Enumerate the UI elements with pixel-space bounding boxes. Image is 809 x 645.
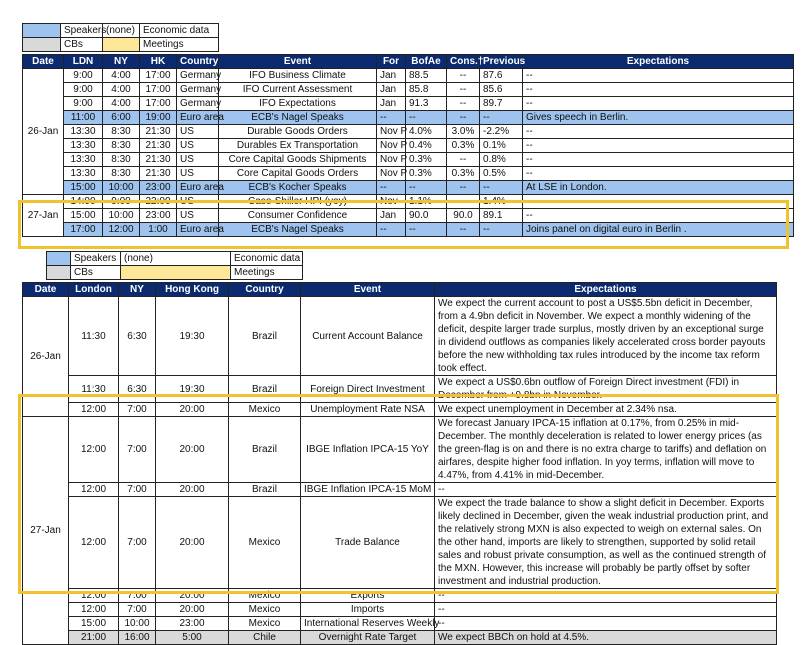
hk-time-cell: 23:00 [140,181,177,195]
bofa-estimate-cell: 1.1% [406,195,447,209]
period-cell: Nov P [377,125,406,139]
legend-cell: Economic data [231,252,303,266]
legend-row [47,252,303,266]
expectations-cell: -- [435,603,777,617]
date-cell: 26-Jan [23,69,64,195]
bofa-estimate-cell: 0.4% [406,139,447,153]
table-row [23,83,794,97]
country-cell: Germany [177,69,219,83]
consensus-cell: -- [447,223,480,237]
expectations-cell: At LSE in London. [523,181,794,195]
hk-time-cell: 20:00 [156,603,229,617]
column-header: Expectations [523,55,794,69]
column-header: London [69,283,119,297]
column-header: Cons.† [447,55,480,69]
expectations-cell: -- [523,209,794,223]
column-header: Country [177,55,219,69]
expectations-cell: Joins panel on digital euro in Berlin . [523,223,794,237]
hk-time-cell: 17:00 [140,69,177,83]
ny-time-cell: 7:00 [119,497,156,589]
legend-cell: CBs [71,266,121,280]
top-calendar-table [22,54,794,237]
ny-time-cell: 6:00 [103,111,140,125]
hk-time-cell: 20:00 [156,483,229,497]
ldn-time-cell: 13:30 [64,167,103,181]
event-cell: IFO Expectations [219,97,377,111]
hk-time-cell: 23:00 [156,617,229,631]
previous-cell: 89.7 [480,97,523,111]
legend-cell: Speakers [71,252,121,266]
table-row [23,631,777,645]
bofa-estimate-cell: -- [406,181,447,195]
table-row [23,139,794,153]
hk-time-cell: 5:00 [156,631,229,645]
event-cell: IFO Current Assessment [219,83,377,97]
ny-time-cell: 7:00 [119,589,156,603]
expectations-cell: -- [523,69,794,83]
top-header-row [23,55,794,69]
ldn-time-cell: 9:00 [64,83,103,97]
country-cell: Germany [177,97,219,111]
column-header: BofAe [406,55,447,69]
previous-cell: 0.5% [480,167,523,181]
hk-time-cell: 21:30 [140,125,177,139]
previous-cell: 0.1% [480,139,523,153]
table-row [23,589,777,603]
column-header: LDN [64,55,103,69]
top-legend [22,23,219,52]
column-header: Date [23,283,69,297]
country-cell: Mexico [229,617,301,631]
event-cell: Trade Balance [301,497,435,589]
table-row [23,195,794,209]
london-time-cell: 15:00 [69,617,119,631]
period-cell: -- [377,223,406,237]
period-cell: Jan [377,83,406,97]
event-cell: Imports [301,603,435,617]
bofa-estimate-cell: 85.8 [406,83,447,97]
consensus-cell: -- [447,181,480,195]
bofa-estimate-cell: 0.3% [406,153,447,167]
consensus-cell: -- [447,69,480,83]
legend-cell: CBs [61,38,103,52]
hk-time-cell: 19:00 [140,111,177,125]
table-row [23,417,777,483]
period-cell: Nov P [377,167,406,181]
ldn-time-cell: 13:30 [64,153,103,167]
table-row [23,497,777,589]
consensus-cell: -- [447,97,480,111]
london-time-cell: 12:00 [69,417,119,483]
table-row [23,483,777,497]
expectations-cell: -- [523,153,794,167]
country-cell: Germany [177,83,219,97]
table-row [23,125,794,139]
ny-time-cell: 8:30 [103,153,140,167]
ny-time-cell: 4:00 [103,83,140,97]
ny-time-cell: 8:30 [103,139,140,153]
event-cell: IBGE Inflation IPCA-15 MoM [301,483,435,497]
event-cell: ECB's Kocher Speaks [219,181,377,195]
legend-cell [23,38,61,52]
london-time-cell: 12:00 [69,589,119,603]
country-cell: US [177,195,219,209]
column-header: For [377,55,406,69]
country-cell: Chile [229,631,301,645]
bottom-legend [46,251,303,280]
legend-cell: (none) [103,24,140,38]
date-cell: 27-Jan [23,195,64,237]
country-cell: US [177,153,219,167]
expectations-cell: -- [435,483,777,497]
ny-time-cell: 4:00 [103,69,140,83]
table-row [23,617,777,631]
hk-time-cell: 22:00 [140,195,177,209]
expectations-cell: We expect the trade balance to show a slight deficit in December. Exports likely declined in December, given the weak industrial production print, and the relatively strong MXN is also expected to weigh on external sales. On the other hand, imports are likely to strengthen, supported by solid retail sales and robust private consumption, as well as the continued strength of the MXN. However, this increase will probably be partly offset by softer investment and industrial production. [435,497,777,589]
bofa-estimate-cell: 88.5 [406,69,447,83]
event-cell: ECB's Nagel Speaks [219,111,377,125]
country-cell: Mexico [229,497,301,589]
ldn-time-cell: 9:00 [64,97,103,111]
table-row [23,181,794,195]
hk-time-cell: 17:00 [140,83,177,97]
previous-cell: 85.6 [480,83,523,97]
column-header: NY [103,55,140,69]
event-cell: IFO Business Climate [219,69,377,83]
previous-cell: 87.6 [480,69,523,83]
expectations-cell: -- [523,195,794,209]
hk-time-cell: 21:30 [140,167,177,181]
ldn-time-cell: 15:00 [64,209,103,223]
event-cell: Consumer Confidence [219,209,377,223]
previous-cell: 89.1 [480,209,523,223]
bofa-estimate-cell: 0.3% [406,167,447,181]
event-cell: Unemployment Rate NSA [301,403,435,417]
bofa-estimate-cell: -- [406,111,447,125]
table-row [23,209,794,223]
expectations-cell: We expect BBCh on hold at 4.5%. [435,631,777,645]
london-time-cell: 12:00 [69,483,119,497]
legend-cell [47,266,71,280]
period-cell: Jan [377,209,406,223]
country-cell: Brazil [229,376,301,403]
period-cell: Jan [377,69,406,83]
ny-time-cell: 7:00 [119,417,156,483]
bofa-estimate-cell: -- [406,223,447,237]
expectations-cell: -- [435,617,777,631]
ny-time-cell: 6:30 [119,297,156,376]
bofa-estimate-cell: 91.3 [406,97,447,111]
event-cell: Durable Goods Orders [219,125,377,139]
ny-time-cell: 7:00 [119,483,156,497]
hk-time-cell: 20:00 [156,589,229,603]
table-row [23,223,794,237]
table-row [23,69,794,83]
london-time-cell: 12:00 [69,497,119,589]
country-cell: Brazil [229,417,301,483]
hk-time-cell: 21:30 [140,139,177,153]
period-cell: Nov P [377,153,406,167]
table-row [23,97,794,111]
period-cell: Nov P [377,139,406,153]
event-cell: Exports [301,589,435,603]
country-cell: Euro area [177,111,219,125]
event-cell: Case-Shiller HPI (yoy) [219,195,377,209]
ny-time-cell: 8:30 [103,167,140,181]
consensus-cell: 0.3% [447,167,480,181]
ny-time-cell: 4:00 [103,97,140,111]
column-header: Expectations [435,283,777,297]
column-header: Date [23,55,64,69]
legend-cell: Meetings [140,38,219,52]
country-cell: Euro area [177,223,219,237]
period-cell: Nov [377,195,406,209]
date-cell: 27-Jan [23,417,69,645]
legend-cell [121,266,231,280]
country-cell: Mexico [229,589,301,603]
hk-time-cell: 20:00 [156,403,229,417]
ny-time-cell: 16:00 [119,631,156,645]
ny-time-cell: 6:30 [119,376,156,403]
expectations-cell: We expect the current account to post a US$5.5bn deficit in December, from a 4.9bn deficit in November. We expect a monthly widening of the deficit, despite larger trade surplus, mostly driven by an exceptional surge in dividend outflows as companies likely accelerated cross border payouts before the new withholding tax rules introduced by the income tax reform took effect. [435,297,777,376]
legend-cell [23,24,61,38]
event-cell: Overnight Rate Target [301,631,435,645]
ny-time-cell: 12:00 [103,223,140,237]
ny-time-cell: 8:30 [103,125,140,139]
london-time-cell: 21:00 [69,631,119,645]
consensus-cell: -- [447,153,480,167]
consensus-cell: 3.0% [447,125,480,139]
legend-row [47,266,303,280]
previous-cell: 1.4% [480,195,523,209]
country-cell: Euro area [177,181,219,195]
table-row [23,167,794,181]
expectations-cell: -- [523,125,794,139]
previous-cell: -2.2% [480,125,523,139]
column-header: Event [301,283,435,297]
previous-cell: -- [480,181,523,195]
hk-time-cell: 17:00 [140,97,177,111]
legend-row [23,38,219,52]
hk-time-cell: 19:30 [156,376,229,403]
hk-time-cell: 20:00 [156,417,229,483]
event-cell: International Reserves Weekly [301,617,435,631]
column-header: Previous [480,55,523,69]
country-cell: Mexico [229,403,301,417]
table-row [23,403,777,417]
ny-time-cell: 7:00 [119,603,156,617]
ny-time-cell: 10:00 [119,617,156,631]
event-cell: Core Capital Goods Shipments [219,153,377,167]
expectations-cell: -- [523,97,794,111]
ldn-time-cell: 13:30 [64,139,103,153]
previous-cell: -- [480,111,523,125]
date-cell: 26-Jan [23,297,69,417]
expectations-cell: -- [523,139,794,153]
legend-cell [47,252,71,266]
hk-time-cell: 23:00 [140,209,177,223]
ny-time-cell: 10:00 [103,181,140,195]
period-cell: -- [377,111,406,125]
expectations-cell: We expect unemployment in December at 2.34% nsa. [435,403,777,417]
country-cell: US [177,209,219,223]
event-cell: Foreign Direct Investment [301,376,435,403]
expectations-cell: We forecast January IPCA-15 inflation at 0.17%, from 0.25% in mid-December. The monthly deceleration is related to lower energy prices (as the green-flag is on and there is no extra charge to tariffs) and deflation on airfares, despite higher food inflation. In yoy terms, inflation will move to 4.47%, from 4.41% in mid-December. [435,417,777,483]
column-header: HK [140,55,177,69]
table-row [23,603,777,617]
legend-row [23,24,219,38]
column-header: NY [119,283,156,297]
table-row [23,297,777,376]
event-cell: Durables Ex Transportation [219,139,377,153]
ldn-time-cell: 11:00 [64,111,103,125]
table-row [23,111,794,125]
legend-cell: Economic data [140,24,219,38]
ldn-time-cell: 17:00 [64,223,103,237]
column-header: Event [219,55,377,69]
expectations-cell: -- [523,167,794,181]
event-cell: Core Capital Goods Orders [219,167,377,181]
consensus-cell: -- [447,111,480,125]
bofa-estimate-cell: 4.0% [406,125,447,139]
ldn-time-cell: 15:00 [64,181,103,195]
ny-time-cell: 9:00 [103,195,140,209]
event-cell: IBGE Inflation IPCA-15 YoY [301,417,435,483]
legend-cell: (none) [121,252,231,266]
expectations-cell: Gives speech in Berlin. [523,111,794,125]
expectations-cell: -- [435,589,777,603]
country-cell: US [177,139,219,153]
bottom-header-row [23,283,777,297]
table-row [23,376,777,403]
consensus-cell: 90.0 [447,209,480,223]
country-cell: US [177,125,219,139]
hk-time-cell: 19:30 [156,297,229,376]
period-cell: Jan [377,97,406,111]
consensus-cell: 0.3% [447,139,480,153]
column-header: Hong Kong [156,283,229,297]
expectations-cell: We expect a US$0.6bn outflow of Foreign Direct investment (FDI) in December from +9.8bn in November. [435,376,777,403]
hk-time-cell: 1:00 [140,223,177,237]
legend-cell: Meetings [231,266,303,280]
ldn-time-cell: 9:00 [64,69,103,83]
consensus-cell: -- [447,83,480,97]
country-cell: Brazil [229,297,301,376]
event-cell: Current Account Balance [301,297,435,376]
bottom-calendar-table [22,282,777,645]
country-cell: US [177,167,219,181]
legend-cell [103,38,140,52]
london-time-cell: 12:00 [69,403,119,417]
table-row [23,153,794,167]
ny-time-cell: 10:00 [103,209,140,223]
period-cell: -- [377,181,406,195]
expectations-cell: -- [523,83,794,97]
ldn-time-cell: 13:30 [64,125,103,139]
ldn-time-cell: 14:00 [64,195,103,209]
consensus-cell: -- [447,195,480,209]
country-cell: Brazil [229,483,301,497]
previous-cell: -- [480,223,523,237]
column-header: Country [229,283,301,297]
bofa-estimate-cell: 90.0 [406,209,447,223]
legend-cell: Speakers [61,24,103,38]
country-cell: Mexico [229,603,301,617]
previous-cell: 0.8% [480,153,523,167]
hk-time-cell: 21:30 [140,153,177,167]
ny-time-cell: 7:00 [119,403,156,417]
hk-time-cell: 20:00 [156,497,229,589]
event-cell: ECB's Nagel Speaks [219,223,377,237]
london-time-cell: 12:00 [69,603,119,617]
london-time-cell: 11:30 [69,376,119,403]
london-time-cell: 11:30 [69,297,119,376]
